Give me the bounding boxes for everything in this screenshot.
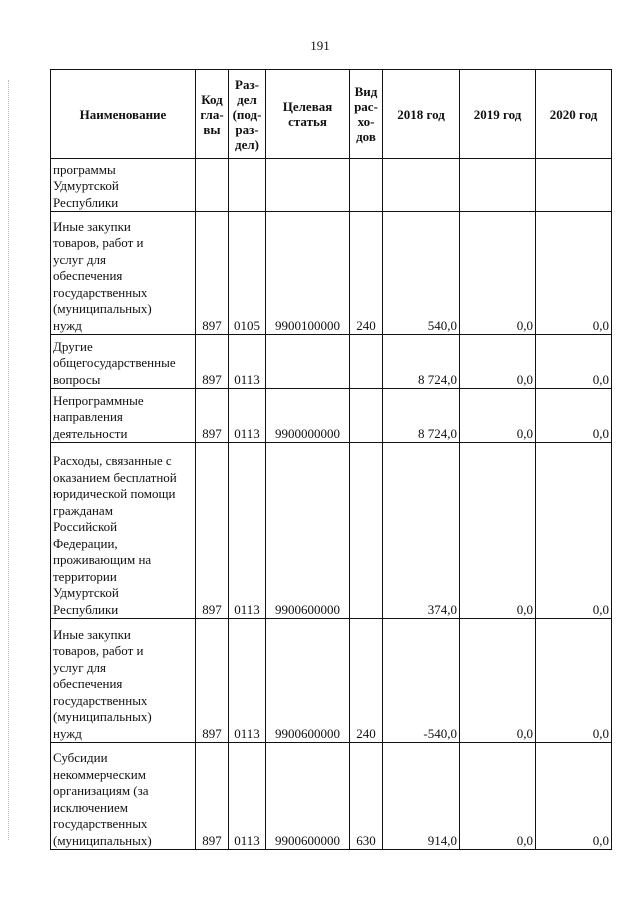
row-code: 897 — [196, 212, 229, 335]
row-code — [196, 159, 229, 212]
row-2020: 0,0 — [536, 619, 612, 743]
binding-margin-line — [8, 80, 10, 840]
row-name: Иные закупки товаров, работ и услуг для обеспечения государственных (муниципальных) нужд — [51, 619, 196, 743]
header-expense-type: Вид рас- хо- дов — [350, 70, 383, 159]
row-section: 0105 — [229, 212, 266, 335]
table-row — [51, 159, 612, 212]
row-code: 897 — [196, 443, 229, 619]
row-target — [266, 335, 350, 389]
table-row — [51, 389, 612, 443]
row-code: 897 — [196, 743, 229, 850]
row-type: 240 — [350, 619, 383, 743]
row-name: Субсидии некоммерческим организациям (за исключением государственных (муниципальных) — [51, 743, 196, 850]
row-2019: 0,0 — [460, 443, 536, 619]
row-target — [266, 159, 350, 212]
row-section: 0113 — [229, 619, 266, 743]
row-code: 897 — [196, 389, 229, 443]
header-name: Наименование — [51, 70, 196, 159]
table-header — [51, 70, 612, 159]
row-2019 — [460, 159, 536, 212]
page-number: 191 — [310, 38, 330, 53]
row-2019: 0,0 — [460, 743, 536, 850]
row-type — [350, 389, 383, 443]
row-2018: 540,0 — [383, 212, 460, 335]
row-section: 0113 — [229, 443, 266, 619]
row-section: 0113 — [229, 743, 266, 850]
row-2020: 0,0 — [536, 335, 612, 389]
header-2020: 2020 год — [536, 70, 612, 159]
row-2019: 0,0 — [460, 335, 536, 389]
row-target: 9900600000 — [266, 443, 350, 619]
row-2019: 0,0 — [460, 212, 536, 335]
row-target: 9900600000 — [266, 743, 350, 850]
row-2018: 374,0 — [383, 443, 460, 619]
table-row — [51, 743, 612, 850]
header-target-article: Целевая статья — [266, 70, 350, 159]
row-type: 630 — [350, 743, 383, 850]
row-2019: 0,0 — [460, 619, 536, 743]
row-name: программы Удмуртской Республики — [51, 159, 196, 212]
row-name: Другие общегосударственные вопросы — [51, 335, 196, 389]
row-name: Иные закупки товаров, работ и услуг для обеспечения государственных (муниципальных) нужд — [51, 212, 196, 335]
row-code: 897 — [196, 335, 229, 389]
budget-table — [50, 69, 612, 850]
row-section: 0113 — [229, 335, 266, 389]
row-target: 9900600000 — [266, 619, 350, 743]
row-code: 897 — [196, 619, 229, 743]
table-row — [51, 443, 612, 619]
row-2020: 0,0 — [536, 443, 612, 619]
row-type — [350, 159, 383, 212]
row-2020: 0,0 — [536, 389, 612, 443]
row-name: Непрограммные направления деятельности — [51, 389, 196, 443]
table-row — [51, 335, 612, 389]
row-2020: 0,0 — [536, 212, 612, 335]
row-2019: 0,0 — [460, 389, 536, 443]
header-row — [51, 70, 612, 159]
row-type: 240 — [350, 212, 383, 335]
row-target: 9900000000 — [266, 389, 350, 443]
row-2020: 0,0 — [536, 743, 612, 850]
row-type — [350, 443, 383, 619]
row-section — [229, 159, 266, 212]
row-target: 9900100000 — [266, 212, 350, 335]
row-2018: 914,0 — [383, 743, 460, 850]
row-section: 0113 — [229, 389, 266, 443]
row-2018: -540,0 — [383, 619, 460, 743]
row-type — [350, 335, 383, 389]
table-body — [51, 159, 612, 850]
row-2018: 8 724,0 — [383, 389, 460, 443]
row-name: Расходы, связанные с оказанием бесплатной юридической помощи гражданам Российской Федерации, проживающим на территории Удмуртской Республики — [51, 443, 196, 619]
row-2018 — [383, 159, 460, 212]
header-chapter-code: Код гла- вы — [196, 70, 229, 159]
header-2018: 2018 год — [383, 70, 460, 159]
table-row — [51, 212, 612, 335]
table-row — [51, 619, 612, 743]
row-2018: 8 724,0 — [383, 335, 460, 389]
row-2020 — [536, 159, 612, 212]
header-2019: 2019 год — [460, 70, 536, 159]
header-section: Раз- дел (под- раз- дел) — [229, 70, 266, 159]
